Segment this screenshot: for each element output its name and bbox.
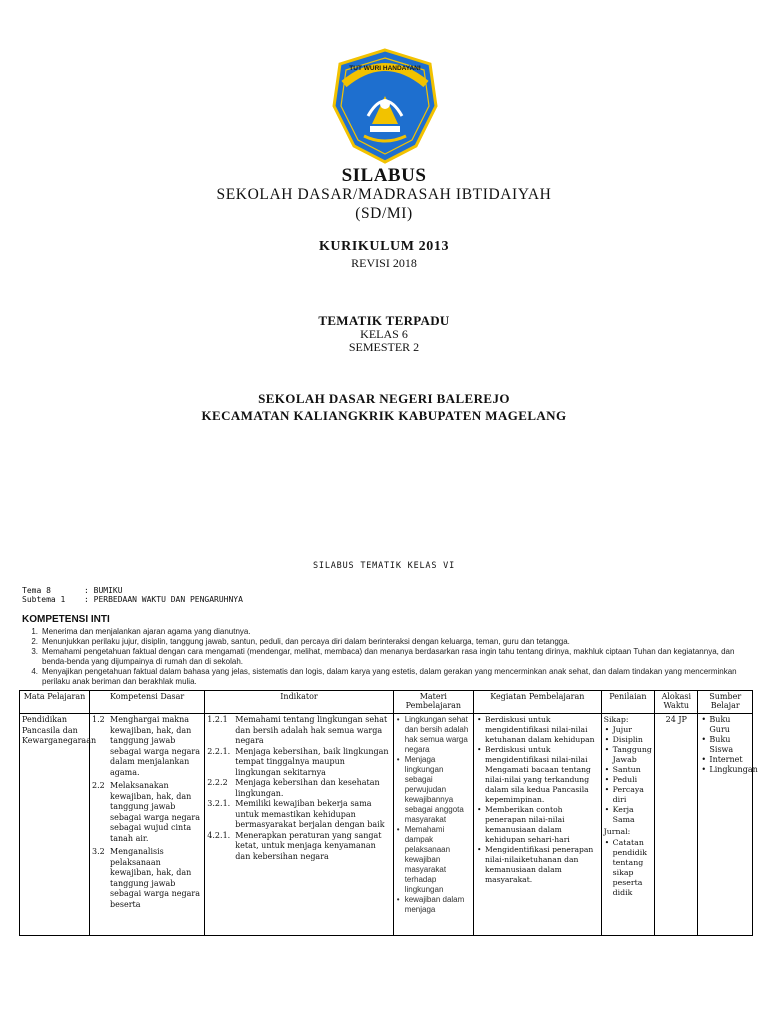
kegiatan-item: • Berdiskusi untuk mengidentifikasi nilai-nilai ketuhanan dalam kehidupan [485,715,599,745]
school-location: KECAMATAN KALIANGKRIK KABUPATEN MAGELANG [201,408,567,423]
sikap-item: • Tanggung Jawab [613,745,653,765]
silabus-table [19,690,758,936]
kd-item: 3.2 Menganalisis pelaksanaan kewajiban, hak, dan tanggung jawab sebagai warga negara beserta [92,847,200,909]
col-sumber: Sumber Belajar [698,691,753,714]
col-penilaian: Penilaian [601,691,655,714]
col-alokasi: Alokasi Waktu [655,691,698,714]
table-header-row [20,691,753,714]
indikator-item: 4.2.1. Menerapkan peraturan yang sangat ketat, untuk menjaga kenyamanan dan kebersihan negara [207,830,382,861]
sikap-label: Sikap: [603,715,629,724]
indikator-item: 1.2.1 Memahami tentang lingkungan sehat dan bersih adalah hak semua warga negara [207,715,388,745]
sikap-item: • Santun [613,765,653,775]
cell-materi [393,714,473,936]
indikator-item: 3.2.1. Memiliki kewajiban bekerja sama untuk memastikan kehidupan bermasyarakat berjalan dengan baik [207,799,385,829]
col-mapel: Mata Pelajaran [20,691,90,714]
sikap-item: • Jujur [613,725,653,735]
sikap-item: • Peduli [613,775,653,785]
kd-item: 2.2 Melaksanakan kewajiban, hak, dan tanggung jawab sebagai warga negara sebagai wujud cinta tanah air. [92,781,200,843]
sikap-item: • Kerja Sama [613,805,653,825]
subtema-value: : PERBEDAAN WAKTU DAN PENGARUHNYA [84,595,243,604]
school-type-abbr: (SD/MI) [355,205,413,222]
sumber-item: • Buku Siswa [709,735,750,755]
col-kegiatan: Kegiatan Pembelajaran [473,691,601,714]
semester-label: SEMESTER 2 [348,340,420,354]
school-name: SEKOLAH DASAR NEGERI BALEREJO [258,391,510,406]
jurnal-label: Jurnal: [603,827,631,837]
cell-kegiatan [473,714,601,936]
col-materi: Materi Pembelajaran [393,691,473,714]
ki-item: 4. Menyajikan pengetahuan faktual dalam bahasa yang jelas, sistematis dan logis, dalam karya yang estetis, dalam gerakan yang mencerminkan anak sehat, dan dalam tindakan yang mencerminkan perilaku anak beriman dan berakhlak mulia. [31,667,737,686]
subtema-row [22,595,243,604]
tut-wuri-handayani-logo [330,46,440,166]
materi-item: • Lingkungan sehat dan bersih adalah hak semua warga negara [405,715,471,755]
section-title: SILABUS TEMATIK KELAS VI [312,561,456,571]
col-indikator: Indikator [205,691,393,714]
cell-penilaian [601,714,655,936]
sumber-item: • Internet [709,755,750,765]
school-type: SEKOLAH DASAR/MADRASAH IBTIDAIYAH [216,186,552,203]
ki-item: 2. Menunjukkan perilaku jujur, disiplin, tanggung jawab, santun, peduli, dan percaya diri dalam berinteraksi dengan keluarga, teman, guru dan tetangga. [31,637,570,646]
tema-value: : BUMIKU [84,586,123,595]
sikap-item: • Disiplin [613,735,653,745]
kompetensi-inti-list [22,627,752,687]
kegiatan-item: • Memberikan contoh penerapan nilai-nilai kemanusiaan dalam kehidupan sehari-hari [485,805,599,845]
kurikulum-title: KURIKULUM 2013 [318,239,450,254]
kelas-label: KELAS 6 [360,327,408,341]
cell-mapel: Pendidikan Pancasila dan Kewarganegaraan [20,714,90,936]
materi-item: • Memahami dampak pelaksanaan kewajiban masyarakat terhadap lingkungan [405,825,471,895]
materi-item: • Menjaga lingkungan sebagai perwujudan kewajibannya sebagai anggota masyarakat [405,755,471,825]
ki-item: 3. Memahami pengetahuan faktual dengan cara mengamati (mendengar, melihat, membaca) dan menanya berdasarkan rasa ingin tahu tentang dirinya, makhluk ciptaan Tuhan dan kegiatannya, dan benda-benda yang dijumpainya di rumah dan di sekolah. [31,647,735,666]
sumber-item: • Lingkungan [709,765,750,775]
materi-item: • kewajiban dalam menjaga [405,895,471,915]
revisi-label: REVISI 2018 [351,256,417,270]
sikap-item: • Percaya diri [613,785,653,805]
ki-item: 1. Menerima dan menjalankan ajaran agama yang dianutnya. [31,627,251,636]
cell-kd [90,714,205,936]
kd-item: 1.2 Menghargai makna kewajiban, hak, dan tanggung jawab sebagai warga negara dalam menjalankan agama. [92,715,200,777]
cell-indikator [205,714,393,936]
indikator-item: 2.2.2 Menjaga kebersihan dan kesehatan lingkungan. [207,778,380,798]
jurnal-item: • Catatan pendidik tentang sikap peserta didik [613,838,653,898]
sumber-item: • Buku Guru [709,715,750,735]
cell-sumber [698,714,758,936]
table-row [20,714,753,936]
indikator-item: 2.2.1. Menjaga kebersihan, baik lingkungan tempat tinggalnya maupun lingkungan sekitarnya [207,746,389,777]
col-kd: Kompetensi Dasar [90,691,205,714]
tema-label: Tema 8 [22,586,51,595]
tema-row [22,586,123,595]
kegiatan-item: • Mengidentifikasi penerapan nilai-nilaiketuhanan dan kemanusiaan dalam masyarakat. [485,845,599,885]
logo-motto: TUT WURI HANDAYANI [349,65,421,72]
kegiatan-item: • Berdiskusi untuk mengidentifikasi nilai-nilai Mengamati bacaan tentang nilai-nilai yang terkandung dalam sila kedua Pancasila kepemimpinan. [485,745,599,805]
tematik-title: TEMATIK TERPADU [318,313,450,328]
subtema-label: Subtema 1 [22,595,66,604]
document-title: SILABUS [341,165,427,186]
cell-alokasi: 24 JP [655,714,698,936]
kompetensi-inti-heading: KOMPETENSI INTI [22,614,110,625]
